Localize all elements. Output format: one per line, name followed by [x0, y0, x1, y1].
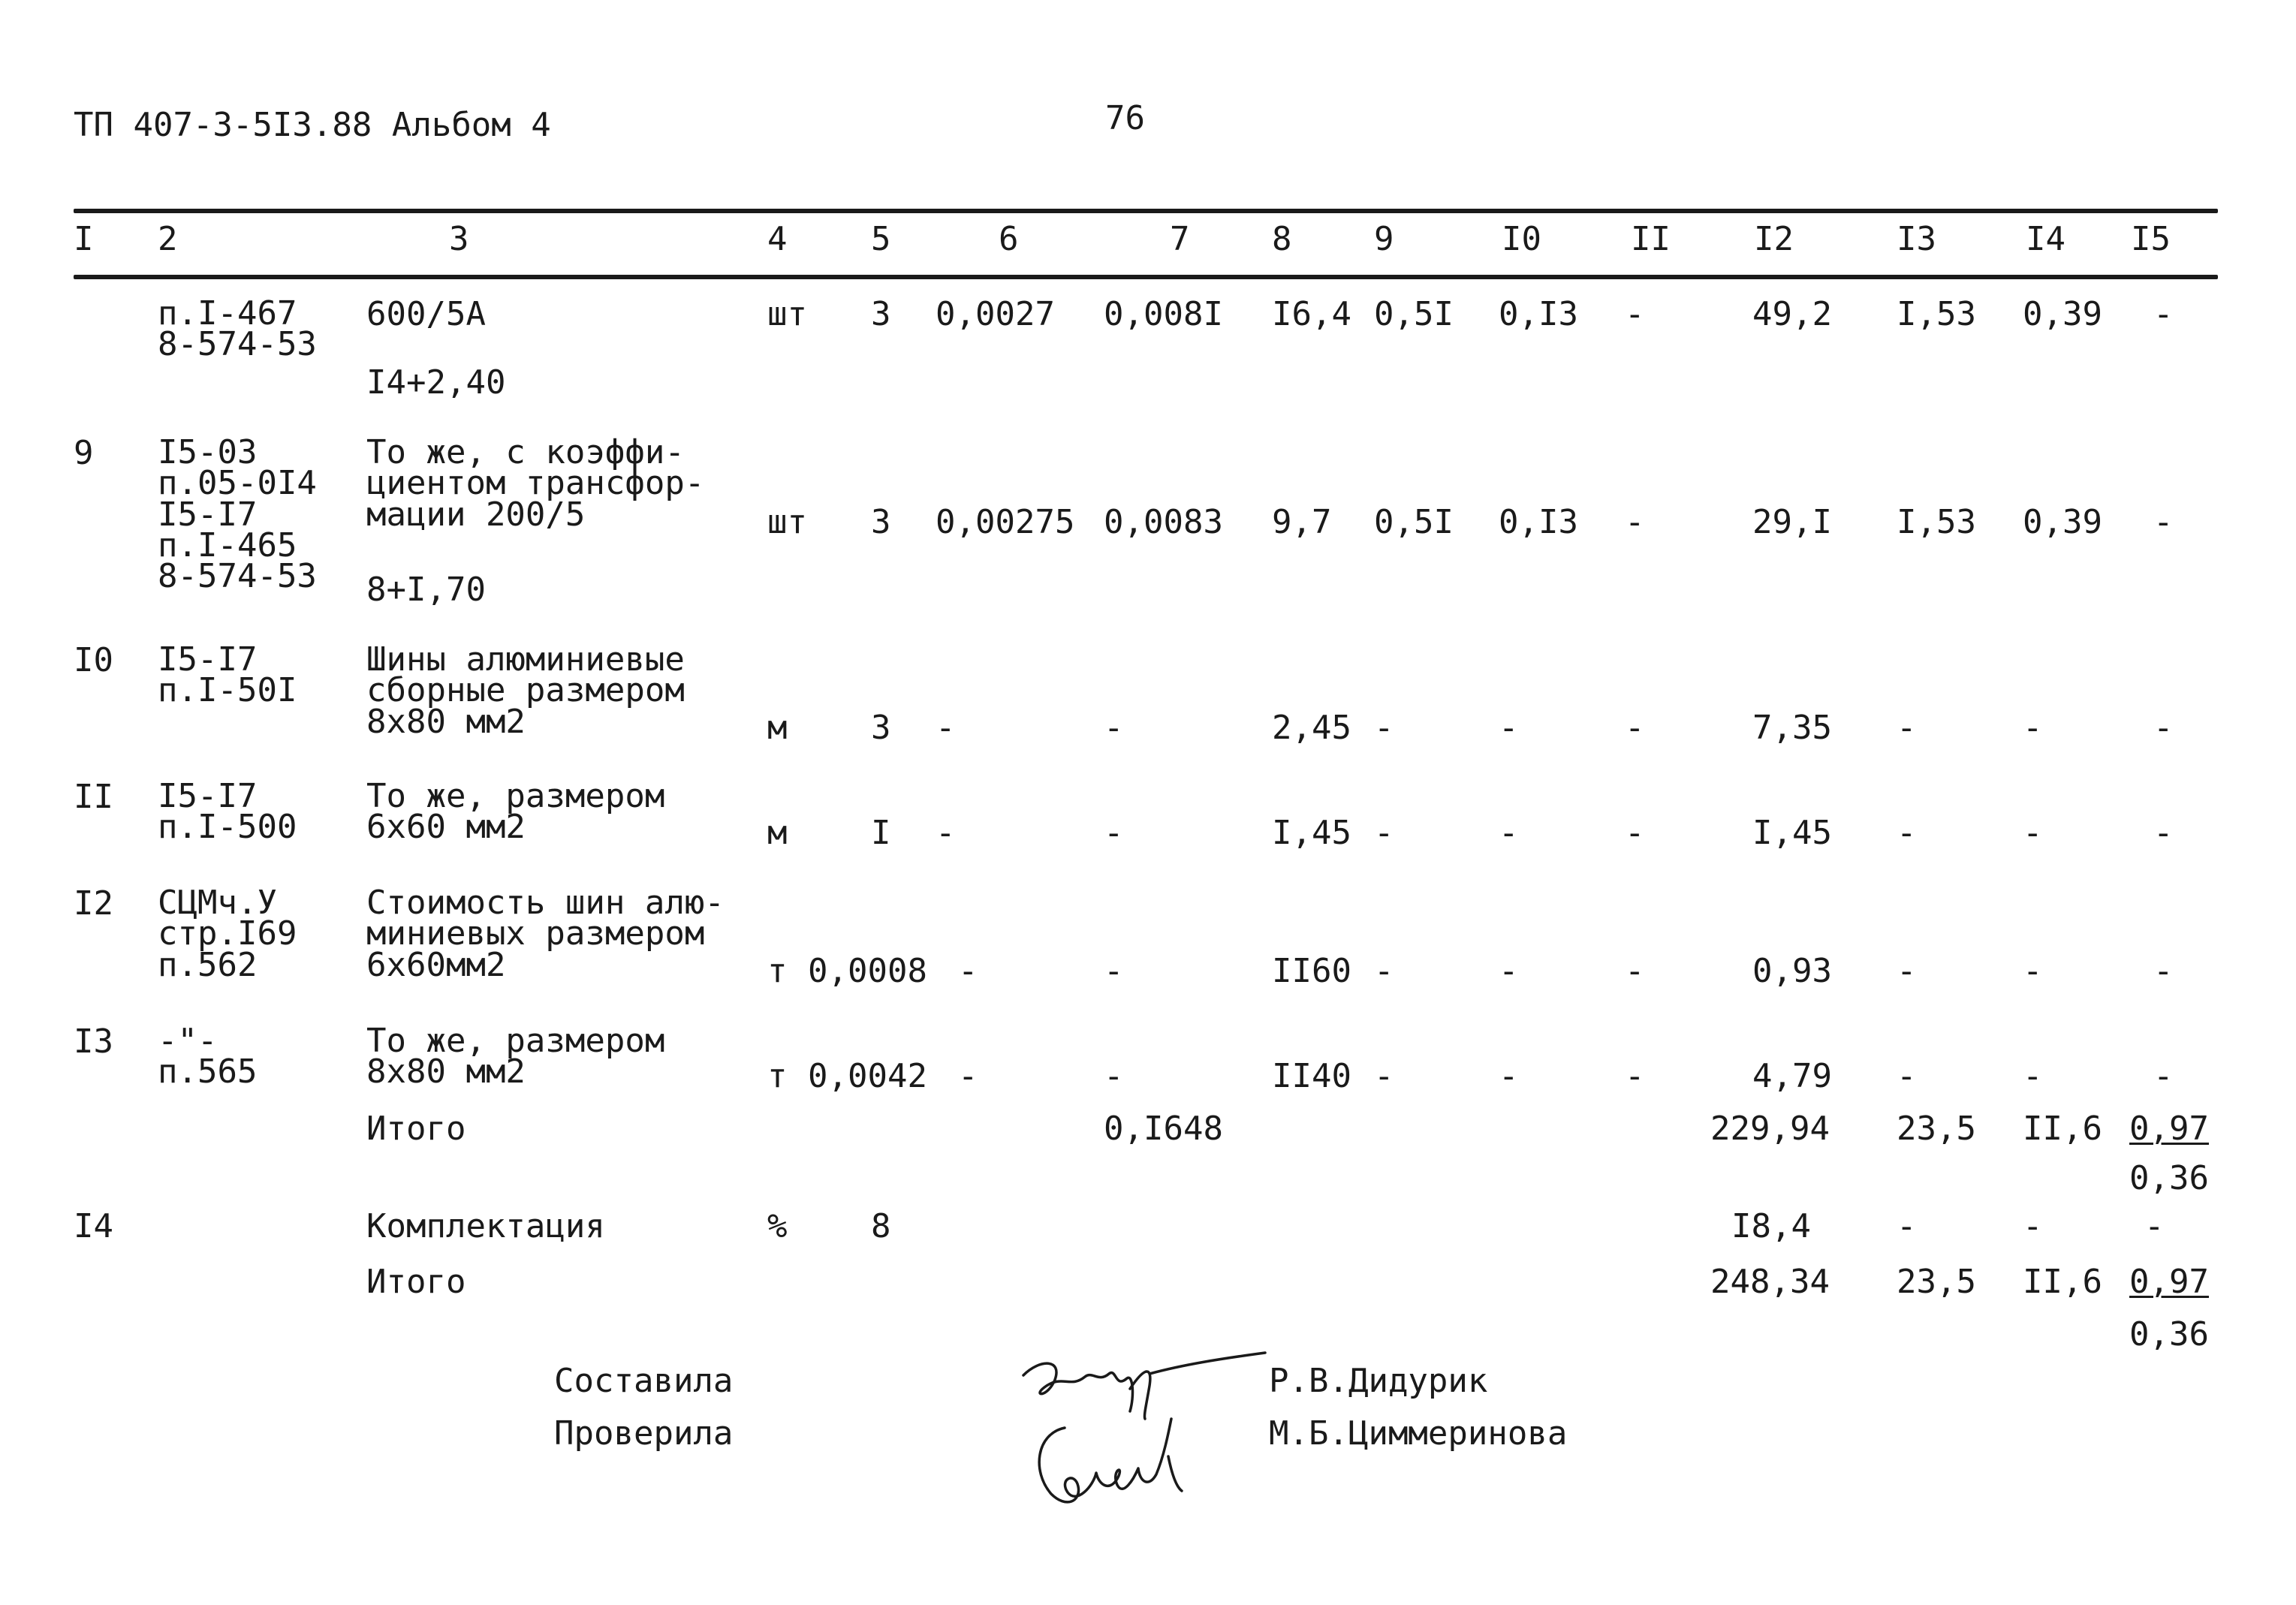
row-col6: -	[936, 814, 956, 852]
row-col8: 9,7	[1272, 503, 1332, 541]
row-col15: -	[2153, 295, 2174, 333]
row-unit: шт	[767, 295, 807, 333]
row-unit: т	[767, 1057, 788, 1095]
handwritten-signature-checker	[1021, 1404, 1216, 1516]
row-col6: -	[958, 1057, 978, 1095]
compiled-name: Р.В.Дидурик	[1269, 1362, 1488, 1400]
row-code: п.I-467 8-574-53	[158, 294, 317, 364]
col-header-11: II	[1631, 220, 1671, 258]
col-header-15: I5	[2131, 220, 2171, 258]
row-col14: -	[2023, 709, 2043, 747]
row-col11: -	[1625, 1057, 1645, 1095]
row-col13: -	[1897, 1057, 1917, 1095]
row-col6: 0,0027	[936, 295, 1055, 333]
col-header-14: I4	[2026, 220, 2065, 258]
kit-qty: 8	[871, 1207, 891, 1245]
row-name: Шины алюминиевые сборные размером 8x80 мм2	[366, 640, 685, 741]
col-header-5: 5	[871, 220, 891, 258]
row-qty: 3	[871, 709, 891, 747]
kit-col15: -	[2144, 1207, 2165, 1245]
subtotal-col7: 0,I648	[1104, 1110, 1223, 1148]
row-qty: 3	[871, 503, 891, 541]
col-header-7: 7	[1170, 220, 1190, 258]
row-col9: -	[1374, 814, 1394, 852]
row-code: I5-03 п.05-0I4 I5-I7 п.I-465 8-574-53	[158, 433, 317, 596]
row-col15: -	[2153, 1057, 2174, 1095]
table-header-rule	[74, 275, 2218, 279]
row-col12: 29,I	[1752, 503, 1832, 541]
row-col13: I,53	[1897, 503, 1976, 541]
row-code: СЦМч.У стр.I69 п.562	[158, 884, 297, 984]
document-reference: ТП 407-3-5I3.88 Альбом 4	[74, 106, 551, 144]
row-col8: I,45	[1272, 814, 1351, 852]
kit-name: Комплектация	[366, 1207, 605, 1245]
row-name: То же, размером 8x80 мм2	[366, 1022, 665, 1092]
row-col13: -	[1897, 952, 1917, 990]
row-qty: 3	[871, 295, 891, 333]
kit-col14: -	[2023, 1207, 2043, 1245]
checked-label: Проверила	[554, 1414, 734, 1453]
row-col9: -	[1374, 952, 1394, 990]
row-col13: -	[1897, 814, 1917, 852]
row-col13: -	[1897, 709, 1917, 747]
row-col14: 0,39	[2023, 295, 2102, 333]
row-col10: -	[1499, 709, 1519, 747]
row-col6: 0,00275	[936, 503, 1075, 541]
row-col13: I,53	[1897, 295, 1976, 333]
row-code: -"- п.565	[158, 1022, 258, 1092]
row-unit: м	[767, 814, 788, 852]
row-col14: -	[2023, 952, 2043, 990]
kit-col13: -	[1897, 1207, 1917, 1245]
row-name: То же, с коэффи- циентом трансфор- мации 200/5	[366, 433, 705, 534]
col-header-6: 6	[999, 220, 1019, 258]
row-col10: -	[1499, 1057, 1519, 1095]
row-code: I5-I7 п.I-500	[158, 777, 297, 847]
row-number: I3	[74, 1022, 113, 1061]
col-header-2: 2	[158, 220, 178, 258]
row-col7: 0,0083	[1104, 503, 1223, 541]
col-header-13: I3	[1897, 220, 1936, 258]
row-col7: 0,008I	[1104, 295, 1223, 333]
total-col14: II,6	[2023, 1263, 2102, 1301]
row-col7: -	[1104, 709, 1124, 747]
row-col14: 0,39	[2023, 503, 2102, 541]
row-col12: 49,2	[1752, 295, 1832, 333]
row-col11: -	[1625, 709, 1645, 747]
row-col10: 0,I3	[1499, 503, 1578, 541]
subtotal-col14: II,6	[2023, 1110, 2102, 1148]
row-col15: -	[2153, 814, 2174, 852]
row-col9: -	[1374, 709, 1394, 747]
row-code: I5-I7 п.I-50I	[158, 640, 297, 710]
row-col11: -	[1625, 952, 1645, 990]
row-col7: -	[1104, 1057, 1124, 1095]
row-qty: I	[871, 814, 891, 852]
row-col6: -	[936, 709, 956, 747]
subtotal-col12: 229,94	[1710, 1110, 1830, 1148]
row-name: Стоимость шин алю- миниевых размером 6x60мм2	[366, 884, 725, 984]
col-header-10: I0	[1502, 220, 1541, 258]
row-qty: 0,0042	[808, 1057, 927, 1095]
row-col12: I,45	[1752, 814, 1832, 852]
subtotal-col13: 23,5	[1897, 1110, 1976, 1148]
row-col14: -	[2023, 814, 2043, 852]
subtotal-label: Итого	[366, 1110, 466, 1148]
row-col8: 2,45	[1272, 709, 1351, 747]
row-col10: -	[1499, 952, 1519, 990]
row-note: I4+2,40	[366, 363, 506, 402]
col-header-8: 8	[1272, 220, 1292, 258]
compiled-label: Составила	[554, 1362, 734, 1400]
row-name: 600/5А	[366, 295, 486, 333]
row-col6: -	[958, 952, 978, 990]
row-col9: 0,5I	[1374, 503, 1454, 541]
row-col10: -	[1499, 814, 1519, 852]
subtotal-col15-bottom: 0,36	[2129, 1159, 2209, 1197]
kit-col12: I8,4	[1731, 1207, 1811, 1245]
checked-name: М.Б.Циммеринова	[1269, 1414, 1568, 1453]
row-col12: 7,35	[1752, 709, 1832, 747]
row-col15: -	[2153, 503, 2174, 541]
col-header-9: 9	[1374, 220, 1394, 258]
row-number: 9	[74, 434, 94, 472]
row-name: То же, размером 6x60 мм2	[366, 777, 665, 847]
row-number: II	[74, 778, 113, 816]
row-unit: м	[767, 709, 788, 747]
row-col9: 0,5I	[1374, 295, 1454, 333]
row-col11: -	[1625, 503, 1645, 541]
row-number: I2	[74, 884, 113, 923]
page-number: 76	[1105, 99, 1145, 137]
row-unit: шт	[767, 503, 807, 541]
table-top-rule	[74, 209, 2218, 213]
subtotal-col15-top: 0,97	[2129, 1110, 2209, 1148]
row-col11: -	[1625, 814, 1645, 852]
row-col12: 0,93	[1752, 952, 1832, 990]
total-col15-bottom: 0,36	[2129, 1315, 2209, 1354]
col-header-12: I2	[1754, 220, 1794, 258]
total-col12: 248,34	[1710, 1263, 1830, 1301]
row-col7: -	[1104, 952, 1124, 990]
row-number: I0	[74, 641, 113, 679]
col-header-3: 3	[449, 220, 469, 258]
total-col15-top: 0,97	[2129, 1263, 2209, 1301]
row-col10: 0,I3	[1499, 295, 1578, 333]
row-col8: II60	[1272, 952, 1351, 990]
row-unit: т	[767, 952, 788, 990]
kit-number: I4	[74, 1207, 113, 1245]
row-col14: -	[2023, 1057, 2043, 1095]
row-col9: -	[1374, 1057, 1394, 1095]
row-note: 8+I,70	[366, 571, 486, 609]
kit-unit: %	[767, 1207, 788, 1245]
row-col12: 4,79	[1752, 1057, 1832, 1095]
col-header-1: I	[74, 220, 94, 258]
row-col15: -	[2153, 709, 2174, 747]
row-col8: I6,4	[1272, 295, 1351, 333]
row-col11: -	[1625, 295, 1645, 333]
row-qty: 0,0008	[808, 952, 927, 990]
total-label: Итого	[366, 1263, 466, 1301]
row-col8: II40	[1272, 1057, 1351, 1095]
total-col13: 23,5	[1897, 1263, 1976, 1301]
row-col15: -	[2153, 952, 2174, 990]
row-col7: -	[1104, 814, 1124, 852]
col-header-4: 4	[767, 220, 788, 258]
